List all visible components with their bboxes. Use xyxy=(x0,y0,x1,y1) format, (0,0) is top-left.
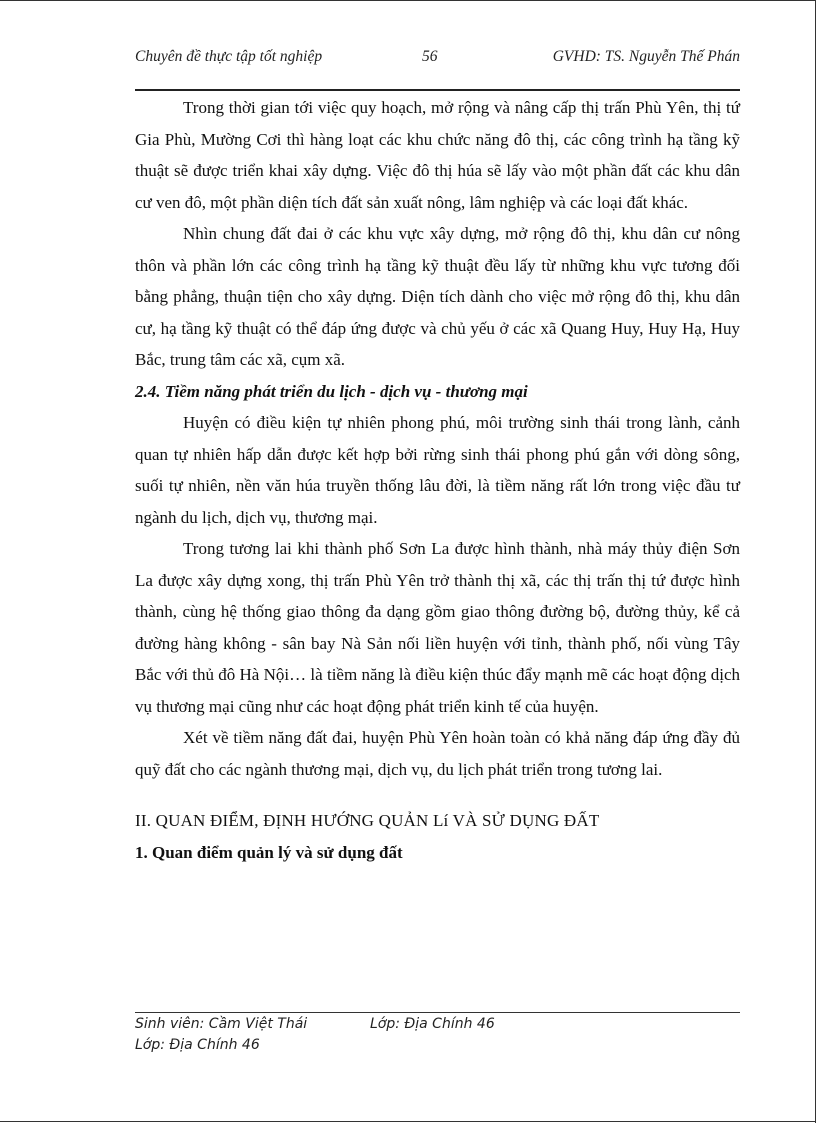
paragraph-future-development: Trong tương lai khi thành phố Sơn La được hình thành, nhà máy thủy điện Sơn La được xây dựng xong, thị trấn Phù Yên trở thành thị xã, các thị trấn thị tứ được hình thành, cùng hệ thống giao thông đa dạng gồm giao thông đường bộ, đường thủy, kể cả đường hàng không - sân bay Nà Sản nối liền huyện với tỉnh, thành phố, nối vùng Tây Bắc với thủ đô Hà Nội… là tiềm năng là điều kiện thúc đẩy mạnh mẽ các hoạt động dịch vụ thương mại cũng như các hoạt động phát triển kinh tế của huyện. xyxy=(135,539,740,716)
footer-student: Sinh viên: Cầm Việt Thái xyxy=(135,1016,308,1032)
footer-rule xyxy=(135,1012,740,1013)
paragraph-natural-conditions: Huyện có điều kiện tự nhiên phong phú, môi trường sinh thái trong lành, cảnh quan tự nhiên hấp dẫn được kết hợp bởi rừng sinh thái phong phú gắn với dòng sông, suối tự nhiên, nền văn húa truyền thống lâu đời, là tiềm năng rất lớn trong việc đầu tư ngành du lịch, dịch vụ, thương mại. xyxy=(135,413,740,527)
footer-row xyxy=(135,1014,740,1035)
page-header xyxy=(135,48,740,70)
footer-class: Lớp: Địa Chính 46 xyxy=(370,1016,495,1032)
page-border-top xyxy=(0,0,816,1)
main-content xyxy=(135,92,740,868)
page-border-bottom xyxy=(0,1121,816,1122)
header-page-number: 56 xyxy=(422,48,438,65)
page-footer xyxy=(135,1014,740,1056)
header-document-title: Chuyên đề thực tập tốt nghiệp xyxy=(135,48,323,65)
subsection-heading-1: 1. Quan điểm quản lý và sử dụng đất xyxy=(135,842,403,862)
section-heading-2-4: 2.4. Tiềm năng phát triển du lịch - dịch vụ - thương mại xyxy=(135,381,528,401)
chapter-heading-ii: II. QUAN ĐIỂM, ĐỊNH HƯỚNG QUẢN Lí VÀ SỬ DỤNG ĐẤT xyxy=(135,811,600,830)
paragraph-urbanization: Trong thời gian tới việc quy hoạch, mở rộng và nâng cấp thị trấn Phù Yên, thị tứ Gia Phù, Mường Cơi thì hàng loạt các khu chức năng đô thị, các công trình hạ tầng kỹ thuật sẽ được triển khai xây dựng. Việc đô thị húa sẽ lấy vào một phần đất các khu dân cư ven đô, một phần diện tích đất sản xuất nông, lâm nghiệp và các loại đất khác. xyxy=(135,98,740,212)
paragraph-land-overview: Nhìn chung đất đai ở các khu vực xây dựng, mở rộng đô thị, khu dân cư nông thôn và phần lớn các công trình hạ tầng kỹ thuật đều lấy từ những khu vực tương đối bằng phẳng, thuận tiện cho xây dựng. Diện tích dành cho việc mở rộng đô thị, khu dân cư, hạ tầng kỹ thuật có thể đáp ứng được và chủ yếu ở các xã Quang Huy, Huy Hạ, Huy Bắc, trung tâm các xã, cụm xã. xyxy=(135,224,740,369)
header-rule xyxy=(135,89,740,91)
header-supervisor: GVHD: TS. Nguyễn Thế Phán xyxy=(552,48,740,65)
footer-class-repeat: Lớp: Địa Chính 46 xyxy=(135,1037,260,1053)
paragraph-land-potential: Xét về tiềm năng đất đai, huyện Phù Yên hoàn toàn có khả năng đáp ứng đầy đủ quỹ đất cho các ngành thương mại, dịch vụ, du lịch phát triển trong tương lai. xyxy=(135,728,740,779)
